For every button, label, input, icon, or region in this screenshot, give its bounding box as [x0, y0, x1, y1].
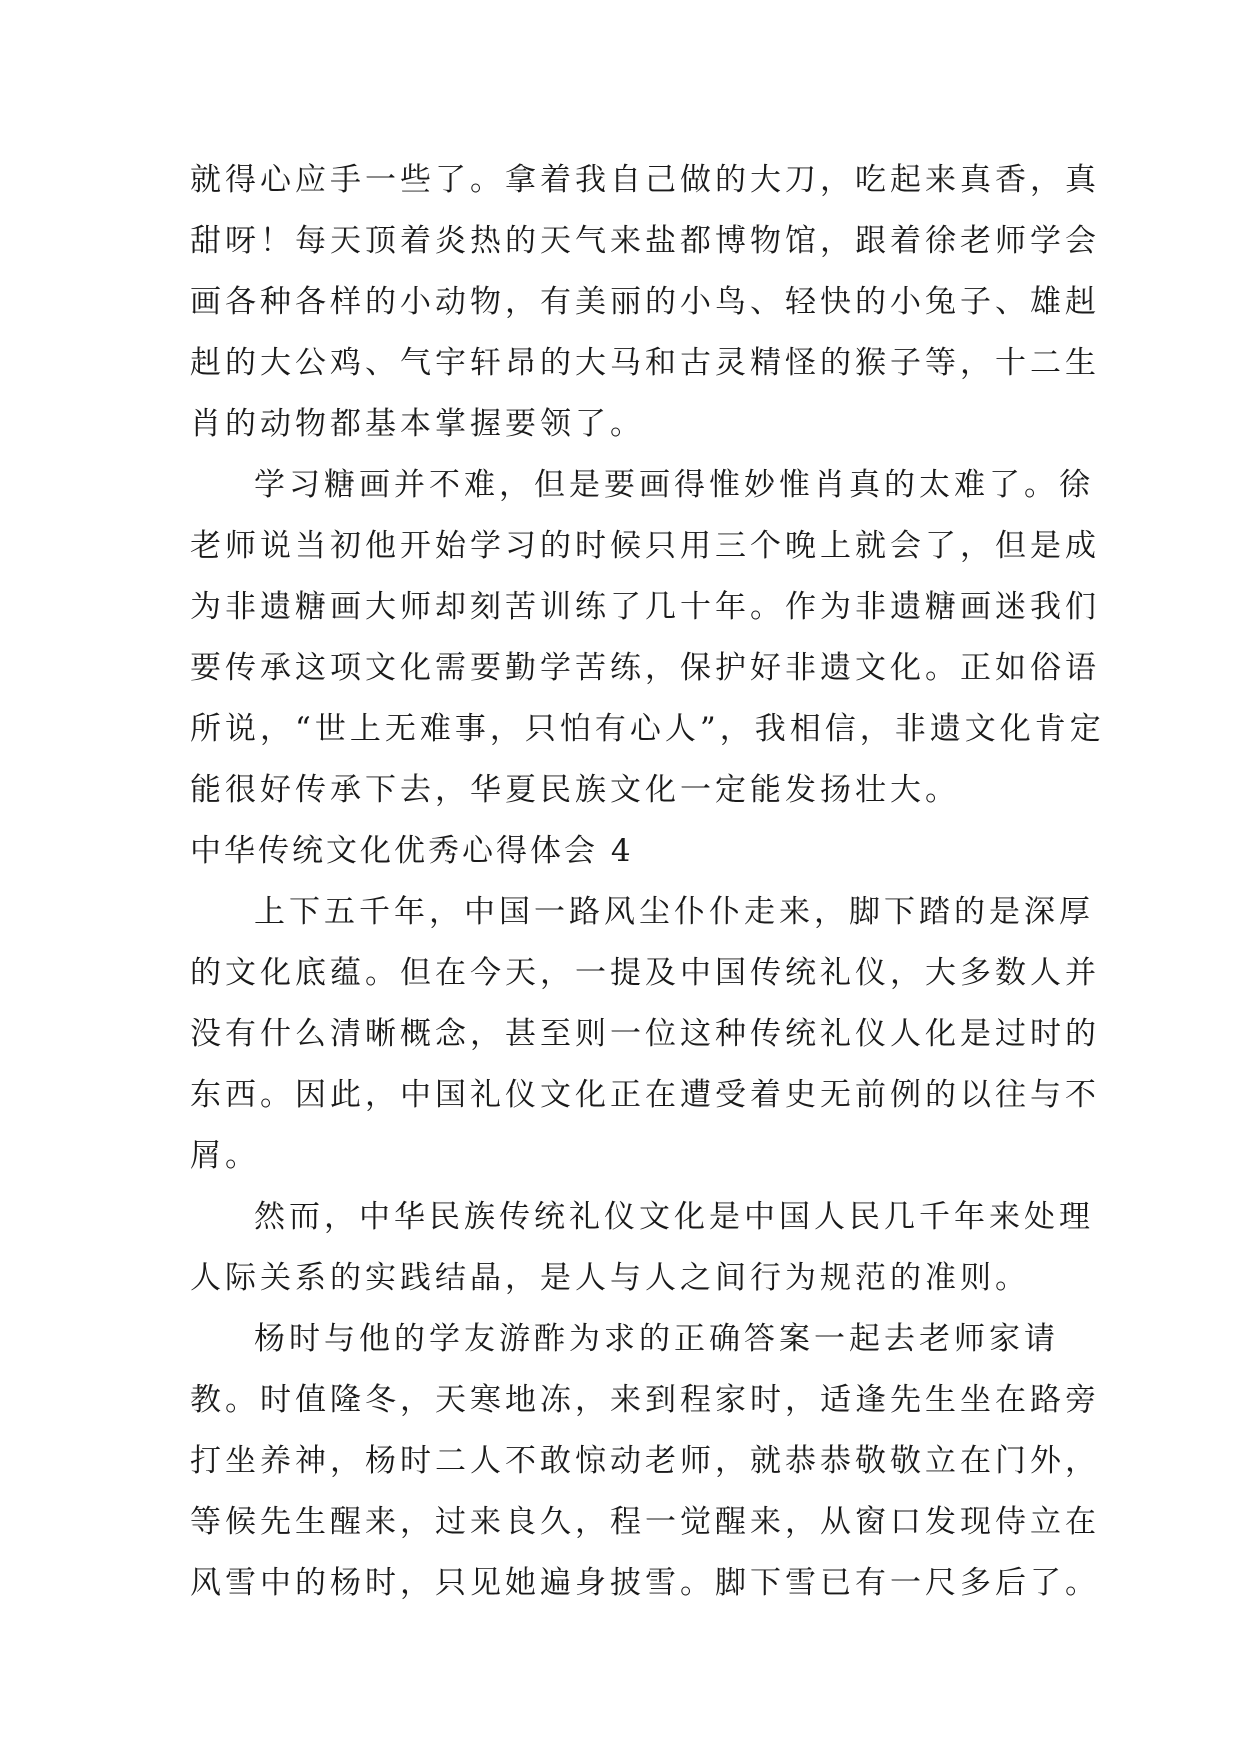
document-body [190, 150, 1105, 1614]
paragraph-start-line: 学习糖画并不难，但是要画得惟妙惟肖真的太难了。徐 [254, 467, 1094, 503]
text-line: 能很好传承下去，华夏民族文化一定能发扬壮大。 [190, 772, 960, 808]
text-line: 等候先生醒来，过来良久，程一觉醒来，从窗口发现侍立在 [190, 1504, 1100, 1540]
section-heading: 中华传统文化优秀心得体会 4 [190, 833, 634, 869]
text-line: 没有什么清晰概念，甚至则一位这种传统礼仪人化是过时的 [190, 1016, 1100, 1052]
text-line: 肖的动物都基本掌握要领了。 [190, 406, 645, 442]
text-line: 的文化底蕴。但在今天，一提及中国传统礼仪，大多数人并 [190, 955, 1100, 991]
text-line: 画各种各样的小动物，有美丽的小鸟、轻快的小兔子、雄赳 [190, 284, 1100, 320]
paragraph-start-line: 然而，中华民族传统礼仪文化是中国人民几千年来处理 [254, 1199, 1094, 1235]
text-line: 甜呀！每天顶着炎热的天气来盐都博物馆，跟着徐老师学会 [190, 223, 1100, 259]
text-line: 东西。因此，中国礼仪文化正在遭受着史无前例的以往与不 [190, 1077, 1100, 1113]
text-line: 打坐养神，杨时二人不敢惊动老师，就恭恭敬敬立在门外， [190, 1443, 1100, 1479]
text-line: 为非遗糖画大师却刻苦训练了几十年。作为非遗糖画迷我们 [190, 589, 1100, 625]
text-line: 老师说当初他开始学习的时候只用三个晚上就会了，但是成 [190, 528, 1100, 564]
paragraph-start-line: 杨时与他的学友游酢为求的正确答案一起去老师家请 [254, 1321, 1059, 1357]
text-line: 要传承这项文化需要勤学苦练，保护好非遗文化。正如俗语 [190, 650, 1100, 686]
text-line: 教。时值隆冬，天寒地冻，来到程家时，适逢先生坐在路旁 [190, 1382, 1100, 1418]
text-line: 所说，“世上无难事，只怕有心人”，我相信，非遗文化肯定 [190, 711, 1105, 747]
text-line: 屑。 [190, 1138, 260, 1174]
paragraph-start-line: 上下五千年，中国一路风尘仆仆走来，脚下踏的是深厚 [254, 894, 1094, 930]
text-line: 赳的大公鸡、气宇轩昂的大马和古灵精怪的猴子等，十二生 [190, 345, 1100, 381]
text-line: 人际关系的实践结晶，是人与人之间行为规范的准则。 [190, 1260, 1030, 1296]
text-line: 风雪中的杨时，只见她遍身披雪。脚下雪已有一尺多后了。 [190, 1565, 1100, 1601]
text-line: 就得心应手一些了。拿着我自己做的大刀，吃起来真香，真 [190, 162, 1100, 198]
